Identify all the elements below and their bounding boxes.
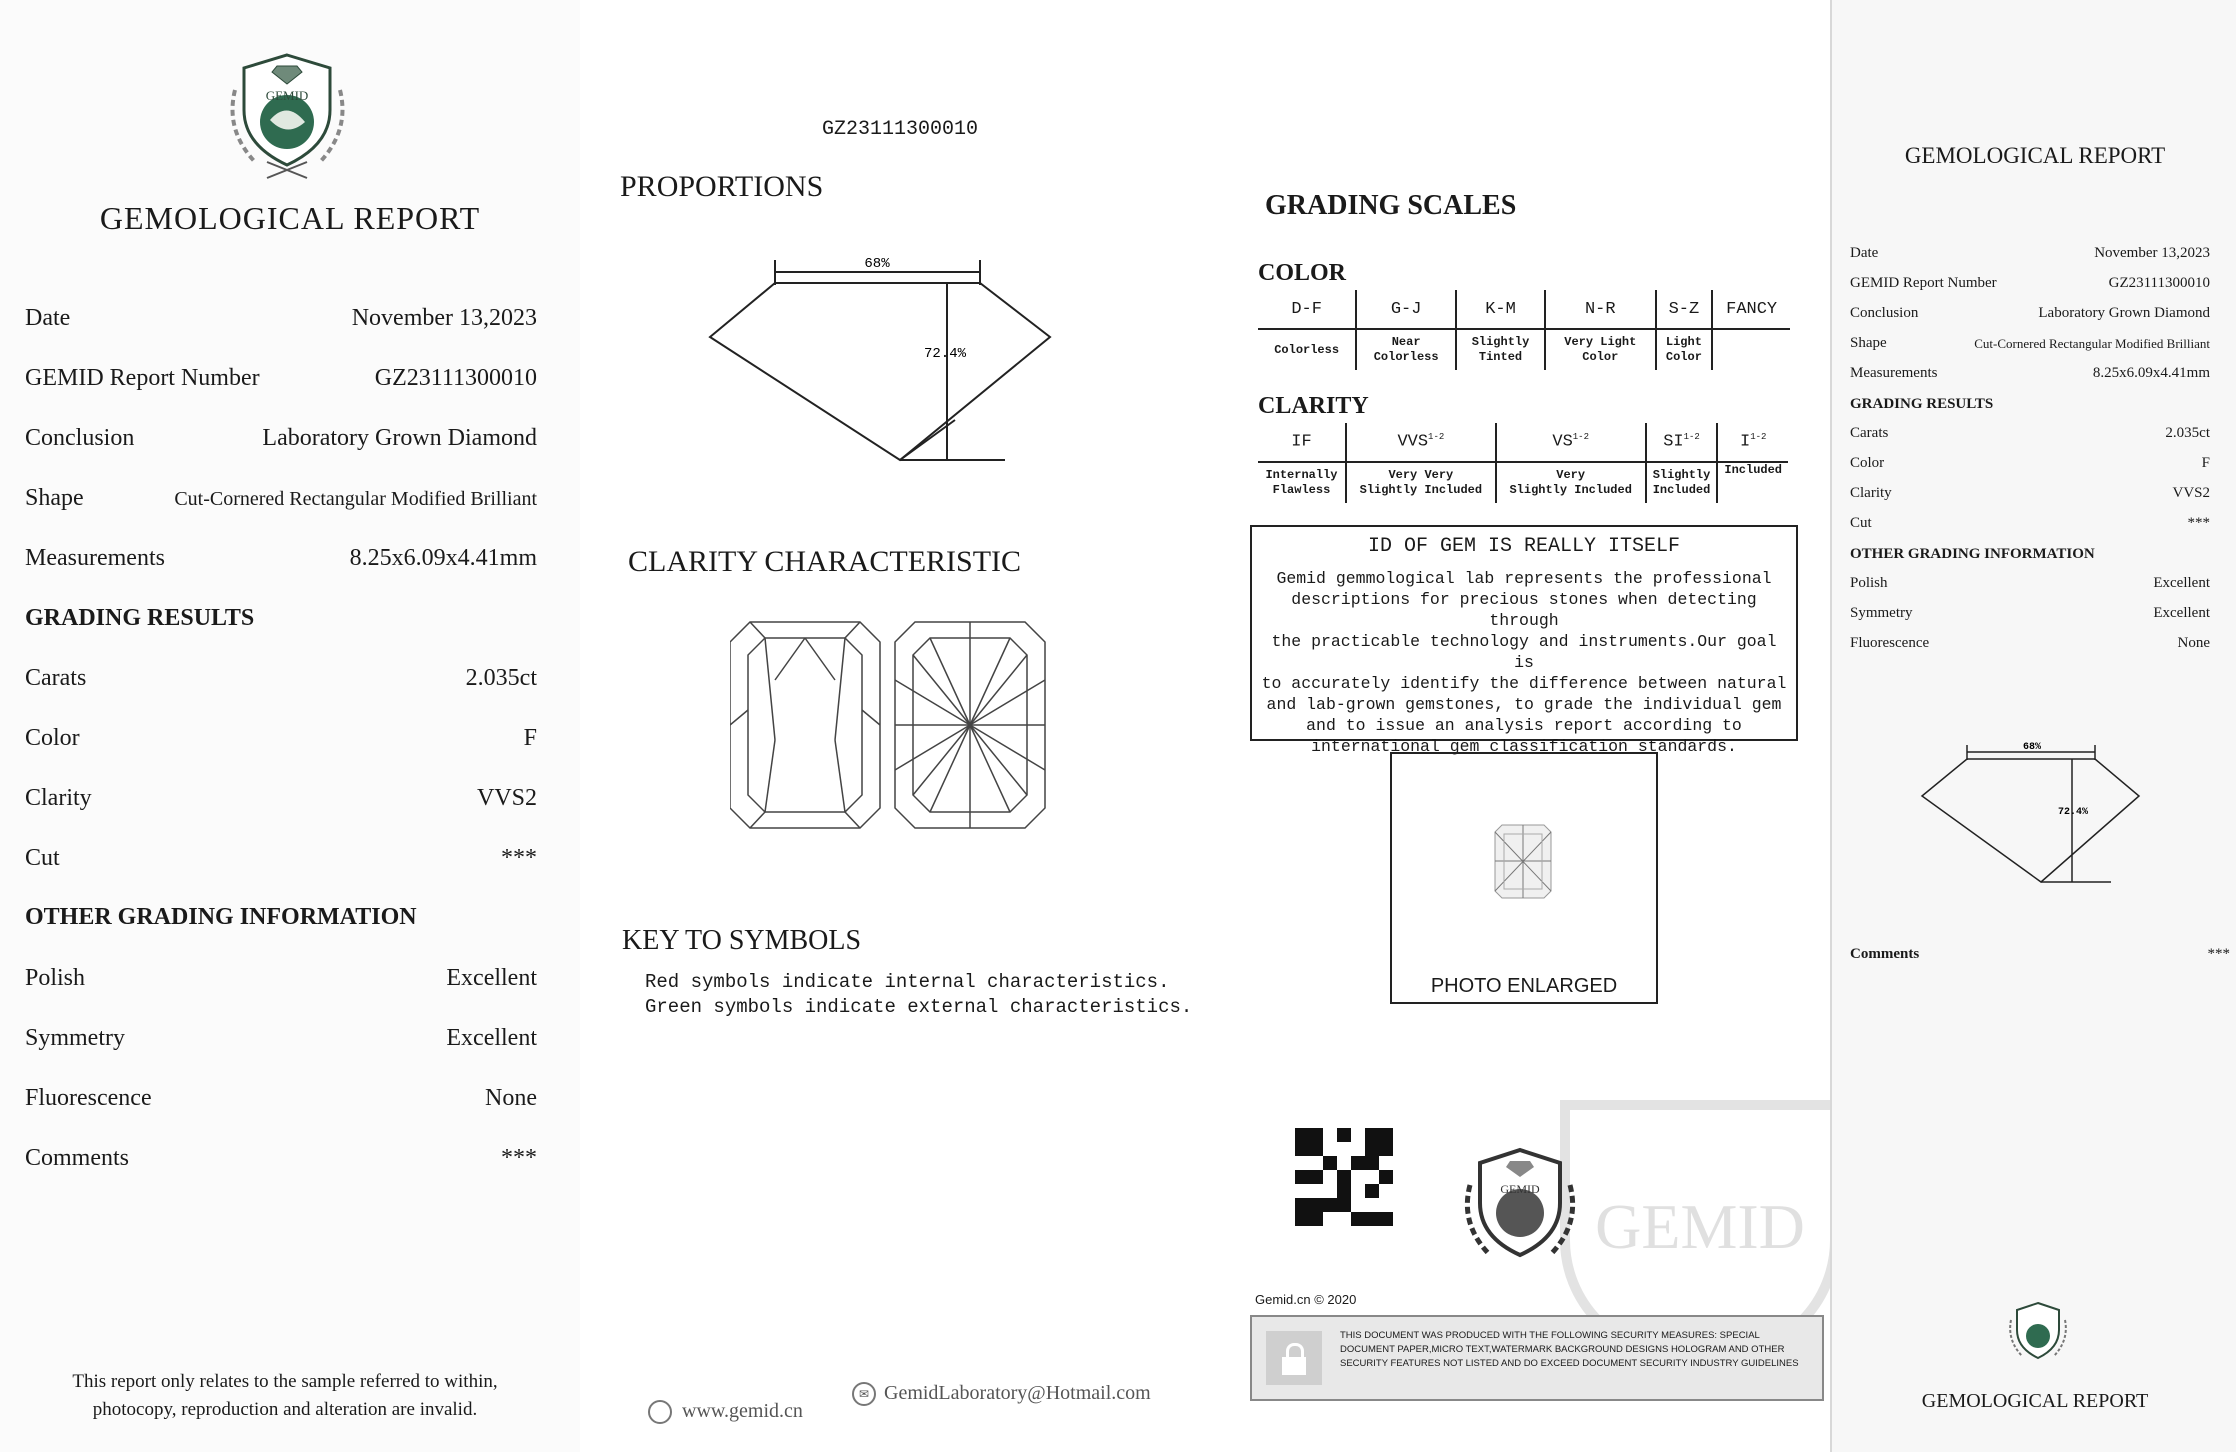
color-grade-cell: S-Z — [1656, 290, 1713, 329]
disclaimer-line-1: This report only relates to the sample referred to within, — [72, 1371, 498, 1392]
grading-field-row — [25, 725, 537, 765]
grading-results-heading: GRADING RESULTS — [25, 605, 255, 631]
report-field-row — [25, 425, 537, 465]
report-field-label: GEMID Report Number — [25, 365, 260, 391]
email-link[interactable] — [852, 1382, 1151, 1406]
clarity-desc-line: Slightly — [1652, 468, 1711, 482]
other-grading-heading-small: OTHER GRADING INFORMATION — [1850, 546, 2095, 562]
grading-field-value: *** — [501, 845, 537, 871]
other-field-small-row — [1850, 605, 2210, 629]
grading-field-row — [25, 785, 537, 825]
report-field-small-value: 8.25x6.09x4.41mm — [2092, 365, 2210, 381]
id-statement-line: international gem classification standards. — [1311, 737, 1737, 756]
grading-field-small-value: F — [2201, 455, 2210, 471]
gemid-seal-logo — [1460, 1145, 1580, 1275]
report-field-label: Date — [25, 305, 71, 331]
qr-code-icon[interactable] — [1295, 1128, 1393, 1226]
report-left-panel — [0, 0, 580, 1452]
grading-field-small-row — [1850, 485, 2210, 509]
report-title: GEMOLOGICAL REPORT — [99, 200, 481, 236]
report-field-value: GZ23111300010 — [374, 365, 537, 391]
other-grading-heading: OTHER GRADING INFORMATION — [25, 904, 417, 930]
id-statement-title: ID OF GEM IS REALLY ITSELF — [1367, 535, 1681, 558]
clarity-grade: VVS — [1397, 432, 1429, 452]
other-field-row — [25, 1145, 537, 1185]
other-field-label: Symmetry — [25, 1025, 125, 1051]
grading-field-row — [25, 665, 537, 705]
id-statement-line: the practicable technology and instruments.Our goal is — [1271, 632, 1777, 672]
report-field-small-row — [1850, 275, 2210, 299]
report-field-small-label: Measurements — [1850, 365, 1938, 381]
grading-field-small-value: *** — [2187, 515, 2210, 531]
clarity-desc-cell — [1717, 462, 1788, 503]
color-desc-cell — [1545, 329, 1656, 370]
grading-field-row — [25, 845, 537, 885]
grading-field-value: F — [523, 725, 537, 751]
other-field-label: Fluorescence — [25, 1085, 152, 1111]
proportions-diagram-small — [1917, 742, 2147, 887]
id-statement-body — [1252, 568, 1796, 757]
color-grade-cell: D-F — [1258, 290, 1356, 329]
other-field-small-value: None — [2177, 635, 2210, 651]
color-grade-cell: G-J — [1356, 290, 1456, 329]
clarity-desc-line: Flawless — [1272, 483, 1331, 497]
report-field-small-label: Conclusion — [1850, 305, 1919, 321]
report-field-small-label: GEMID Report Number — [1850, 275, 1997, 291]
report-field-row — [25, 485, 537, 525]
color-scale-heading: COLOR — [1258, 260, 1347, 286]
clarity-desc-line: Included — [1652, 483, 1711, 497]
clarity-desc-line: Slightly Included — [1359, 483, 1483, 497]
grading-field-small-row — [1850, 425, 2210, 449]
clarity-scale-heading: CLARITY — [1258, 393, 1369, 419]
report-field-value: November 13,2023 — [351, 305, 537, 331]
grading-field-value: VVS2 — [476, 785, 537, 811]
report-field-row — [25, 545, 537, 585]
clarity-grade-cell — [1346, 423, 1496, 462]
color-desc-cell — [1356, 329, 1456, 370]
grading-field-small-row — [1850, 455, 2210, 479]
grading-field-small-row — [1850, 515, 2210, 539]
depth-percent-small: 72.4% — [2057, 807, 2089, 818]
email-icon: ✉ — [852, 1382, 876, 1406]
color-grade-cell: N-R — [1545, 290, 1656, 329]
other-field-value: None — [485, 1085, 537, 1111]
comments-label-small: Comments — [1850, 946, 1920, 962]
color-desc-line: Colorless — [1274, 342, 1340, 357]
comments-value-small: *** — [2207, 946, 2230, 962]
other-field-small-row — [1850, 575, 2210, 599]
clarity-grade-cell — [1496, 423, 1646, 462]
photo-enlarged-label: PHOTO ENLARGED — [1430, 975, 1618, 997]
report-middle-panel — [580, 0, 1220, 1452]
other-field-small-value: Excellent — [2153, 575, 2210, 591]
report-field-small-label: Shape — [1850, 335, 1887, 351]
report-title-small: GEMOLOGICAL REPORT — [1904, 143, 2166, 168]
color-desc-line: Color — [1665, 350, 1702, 364]
clarity-grade: IF — [1291, 432, 1312, 452]
disclaimer-line-2: photocopy, reproduction and alteration are invalid. — [92, 1399, 478, 1420]
report-field-small-row — [1850, 365, 2210, 389]
color-desc-line: Very Light — [1564, 335, 1637, 349]
disclaimer — [40, 1368, 530, 1424]
key-to-symbols-text — [645, 970, 1192, 1020]
grading-field-label: Color — [25, 725, 80, 751]
proportions-diagram — [700, 255, 1080, 470]
report-field-small-row — [1850, 335, 2210, 359]
other-field-small-label: Polish — [1850, 575, 1888, 591]
report-field-label: Shape — [25, 485, 84, 511]
clarity-desc-line: Very — [1556, 468, 1586, 482]
clarity-desc-cell — [1258, 462, 1346, 503]
color-desc-line: Light — [1665, 335, 1702, 349]
website-text: www.gemid.cn — [682, 1400, 803, 1422]
report-grading-scales-panel — [1220, 0, 1830, 1452]
other-field-label: Polish — [25, 965, 86, 991]
report-field-small-value: Cut-Cornered Rectangular Modified Brilliant — [1974, 336, 2210, 351]
id-statement-line: Gemid gemmological lab represents the professional — [1276, 569, 1772, 588]
clarity-grade-superscript: 1-2 — [1750, 432, 1767, 443]
color-desc-line: Colorless — [1373, 350, 1439, 364]
id-statement-line: to accurately identify the difference between natural — [1261, 674, 1787, 693]
security-notice-box — [1250, 1315, 1824, 1401]
grading-field-small-label: Clarity — [1850, 485, 1892, 501]
clarity-grade-superscript: 1-2 — [1683, 432, 1700, 443]
grading-field-small-label: Carats — [1850, 425, 1889, 441]
color-desc-line: Color — [1582, 350, 1619, 364]
grading-field-value: 2.035ct — [465, 665, 537, 691]
report-field-small-row — [1850, 245, 2210, 269]
clarity-grade-cell — [1646, 423, 1718, 462]
color-grade-cell: K-M — [1456, 290, 1545, 329]
grading-field-small-label: Color — [1850, 455, 1885, 471]
clarity-desc-line: Very Very — [1388, 468, 1454, 482]
clarity-desc-line: Internally — [1265, 468, 1338, 482]
report-field-label: Conclusion — [25, 425, 135, 451]
grading-results-heading-small: GRADING RESULTS — [1850, 396, 1994, 412]
color-grade-cell: FANCY — [1712, 290, 1790, 329]
clarity-grade-cell — [1258, 423, 1346, 462]
color-desc-line: Tinted — [1478, 350, 1523, 364]
id-statement-line: descriptions for precious stones when detecting through — [1291, 590, 1757, 630]
footer-title: GEMOLOGICAL REPORT — [1921, 1390, 2149, 1412]
watermark-text: GEMID — [1595, 1191, 1805, 1262]
report-field-small-label: Date — [1850, 245, 1879, 261]
gemid-logo-small — [2007, 1300, 2069, 1366]
clarity-grade: VS — [1552, 432, 1573, 452]
photo-enlarged-box — [1390, 752, 1658, 1004]
id-statement-line: and to issue an analysis report according to — [1306, 716, 1742, 735]
other-field-value: Excellent — [446, 965, 537, 991]
report-field-small-value: November 13,2023 — [2094, 245, 2210, 261]
report-right-panel — [1830, 0, 2236, 1452]
key-to-symbols-heading: KEY TO SYMBOLS — [622, 925, 862, 956]
report-field-small-value: GZ23111300010 — [2108, 275, 2210, 291]
comments-row-small — [1850, 946, 2230, 970]
color-desc-cell — [1456, 329, 1545, 370]
proportions-heading: PROPORTIONS — [620, 170, 824, 203]
clarity-grade-cell — [1717, 423, 1788, 462]
other-field-small-value: Excellent — [2153, 605, 2210, 621]
other-field-row — [25, 965, 537, 1005]
other-field-small-label: Fluorescence — [1850, 635, 1930, 651]
other-field-label: Comments — [25, 1145, 130, 1171]
diamond-photo — [1494, 824, 1552, 899]
other-field-row — [25, 1025, 537, 1065]
report-field-value: Cut-Cornered Rectangular Modified Brilliant — [174, 488, 537, 510]
color-desc-cell — [1258, 329, 1356, 370]
key-line-1: Red symbols indicate internal characteristics. — [645, 971, 1170, 993]
table-percent-small: 68% — [2022, 742, 2042, 753]
clarity-desc-cell — [1346, 462, 1496, 503]
other-field-value: Excellent — [446, 1025, 537, 1051]
grading-field-label: Cut — [25, 845, 60, 871]
report-field-row — [25, 365, 537, 405]
color-scale-table — [1258, 290, 1790, 370]
lock-icon — [1266, 1331, 1322, 1385]
website-link[interactable] — [648, 1400, 803, 1424]
clarity-plot-diagram — [730, 620, 1070, 830]
clarity-desc-cell — [1646, 462, 1718, 503]
grading-field-small-label: Cut — [1850, 515, 1872, 531]
other-field-small-label: Symmetry — [1850, 605, 1913, 621]
security-notice-text: THIS DOCUMENT WAS PRODUCED WITH THE FOLLOWING SECURITY MEASURES: SPECIAL DOCUMENT PAPER,MICRO TEXT,WATERMARK BACKGROUND DESIGNS HOLOGRAM AND OTHER SECURITY FEATURES NOT LISTED AND DO EXCEED DOCUMENT SECURITY INDUSTRY GUIDELINES — [1340, 1330, 1799, 1369]
report-field-value: 8.25x6.09x4.41mm — [349, 545, 537, 571]
depth-percent: 72.4% — [923, 346, 967, 362]
id-statement-box — [1250, 525, 1798, 756]
report-field-row — [25, 305, 537, 345]
table-percent: 68% — [864, 256, 890, 272]
clarity-desc-line: Included — [1724, 463, 1782, 477]
clarity-grade-superscript: 1-2 — [1428, 432, 1445, 443]
seal-logo-text: GEMID — [1500, 1182, 1540, 1196]
grading-field-label: Clarity — [25, 785, 92, 811]
report-number: GZ23111300010 — [821, 118, 979, 141]
clarity-grade: SI — [1663, 432, 1684, 452]
id-statement-line: and lab-grown gemstones, to grade the individual gem — [1266, 695, 1782, 714]
email-text: GemidLaboratory@Hotmail.com — [884, 1382, 1151, 1404]
copyright-text: Gemid.cn © 2020 — [1255, 1292, 1357, 1307]
clarity-characteristic-heading: CLARITY CHARACTERISTIC — [628, 545, 1022, 578]
report-field-label: Measurements — [25, 545, 165, 571]
key-line-2: Green symbols indicate external characteristics. — [645, 996, 1193, 1018]
report-field-small-row — [1850, 305, 2210, 329]
clarity-grade-superscript: 1-2 — [1572, 432, 1589, 443]
clarity-desc-cell — [1496, 462, 1646, 503]
logo-text: GEMID — [265, 88, 309, 103]
clarity-scale-table — [1258, 423, 1788, 503]
color-desc-cell — [1656, 329, 1713, 370]
clarity-desc-line: Slightly Included — [1509, 483, 1632, 497]
color-desc-line: Near — [1391, 335, 1421, 349]
other-field-value: *** — [501, 1145, 537, 1171]
globe-icon — [648, 1400, 672, 1424]
color-desc-cell — [1712, 329, 1790, 370]
other-field-row — [25, 1085, 537, 1125]
grading-scales-heading: GRADING SCALES — [1265, 190, 1517, 221]
report-field-value: Laboratory Grown Diamond — [262, 425, 537, 451]
report-field-small-value: Laboratory Grown Diamond — [2038, 305, 2210, 321]
grading-field-small-value: VVS2 — [2172, 485, 2210, 501]
grading-field-small-value: 2.035ct — [2165, 425, 2210, 441]
grading-field-label: Carats — [25, 665, 87, 691]
other-field-small-row — [1850, 635, 2210, 659]
gemid-logo — [225, 50, 350, 185]
clarity-grade: I — [1739, 432, 1751, 452]
color-desc-line: Slightly — [1471, 335, 1530, 349]
